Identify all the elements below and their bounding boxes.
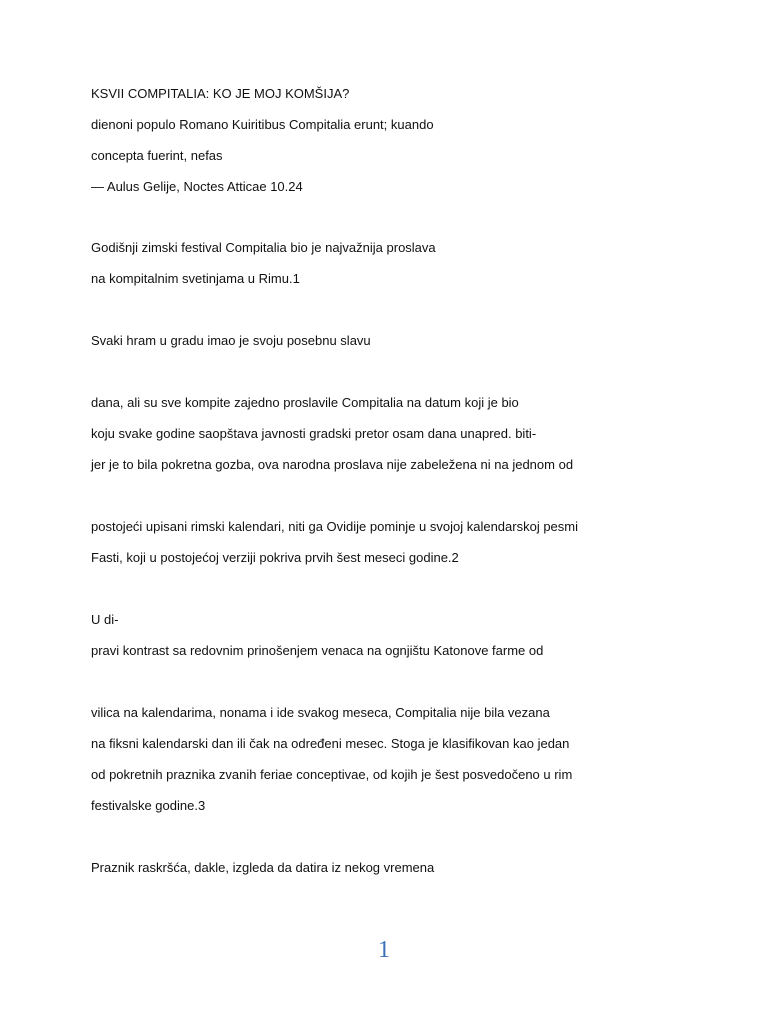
body-text-line: U di-	[91, 612, 119, 627]
body-text-line: pravi kontrast sa redovnim prinošenjem venaca na ognjištu Katonove farme od	[91, 643, 544, 658]
body-text-line: festivalske godine.3	[91, 798, 206, 813]
body-text-line: vilica na kalendarima, nonama i ide svakog meseca, Compitalia nije bila vezana	[91, 705, 550, 720]
body-text-line: dana, ali su sve kompite zajedno proslavile Compitalia na datum koji je bio	[91, 395, 519, 410]
body-text-line: postojeći upisani rimski kalendari, niti ga Ovidije pominje u svojoj kalendarskoj pesmi	[91, 519, 579, 534]
body-text-line: jer je to bila pokretna gozba, ova narodna proslava nije zabeležena ni na jednom od	[91, 457, 574, 472]
body-text-line: na kompitalnim svetinjama u Rimu.1	[91, 271, 300, 286]
epigraph-line: dienoni populo Romano Kuiritibus Compitalia erunt; kuando	[91, 117, 434, 132]
body-text-line: od pokretnih praznika zvanih feriae conceptivae, od kojih je šest posvedočeno u rim	[91, 767, 573, 782]
chapter-heading: KSVII COMPITALIA: KO JE MOJ KOMŠIJA?	[91, 86, 350, 101]
page-number: 1	[378, 937, 390, 963]
body-text-line: Godišnji zimski festival Compitalia bio je najvažnija proslava	[91, 240, 436, 255]
body-text-line: koju svake godine saopštava javnosti gradski pretor osam dana unapred. biti-	[91, 426, 537, 441]
body-text-line: na fiksni kalendarski dan ili čak na određeni mesec. Stoga je klasifikovan kao jedan	[91, 736, 570, 751]
body-text-line: Fasti, koji u postojećoj verziji pokriva prvih šest meseci godine.2	[91, 550, 459, 565]
epigraph-line: concepta fuerint, nefas	[91, 148, 223, 163]
body-text-line: Praznik raskršća, dakle, izgleda da datira iz nekog vremena	[91, 860, 435, 875]
body-text-line: Svaki hram u gradu imao je svoju posebnu slavu	[91, 333, 371, 348]
epigraph-attribution: — Aulus Gelije, Noctes Atticae 10.24	[91, 179, 303, 194]
